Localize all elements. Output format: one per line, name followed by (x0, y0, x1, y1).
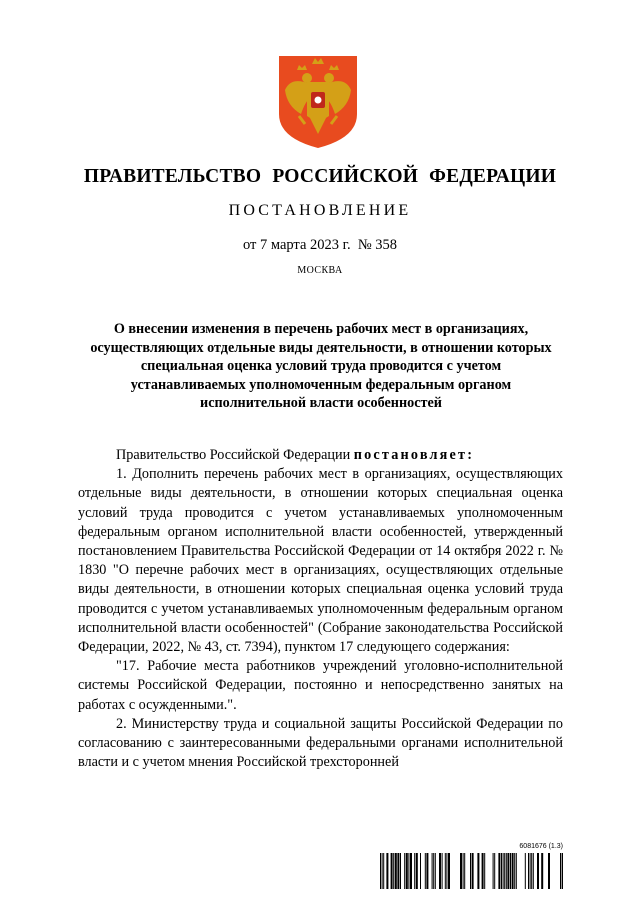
government-name: ПРАВИТЕЛЬСТВО РОССИЙСКОЙ ФЕДЕРАЦИИ (83, 166, 557, 187)
intro-text: Правительство Российской Федерации (116, 447, 354, 463)
paragraph-2: 2. Министерству труда и социальной защиты Российской Федерации по согласованию с заинтересованными федеральными органами исполнительной власти и с учетом мнения Российской трехсторонней (78, 715, 563, 771)
intro-paragraph (78, 446, 563, 465)
barcode-icon (380, 853, 563, 889)
decree-keyword: постановляет: (353, 447, 475, 463)
document-type: ПОСТАНОВЛЕНИЕ (228, 202, 412, 219)
document-body (78, 446, 563, 772)
paragraph-quote: "17. Рабочие места работников учреждений уголовно-исполнительной системы Российской Федерации, постоянно и непосредственно занятых на работах с осужденными.". (78, 658, 563, 713)
document-city: МОСКВА (297, 265, 343, 276)
document-date-number: от 7 марта 2023 г. № 358 (242, 237, 398, 253)
russian-coat-of-arms-icon (277, 54, 359, 150)
barcode-block (380, 843, 563, 893)
paragraph-1: 1. Дополнить перечень рабочих мест в организациях, осуществляющих отдельные виды деятельности, в отношении которых специальная оценка условий труда проводится с учетом устанавливаемых уполномоченным федеральным органом исполнительной власти особенностей, утвержденный постановлением Правительства Российской Федерации от 14 октября 2022 г. № 1830 "О перечне рабочих мест в организациях, осуществляющих отдельные виды деятельности, в отношении которых специальная оценка условий труда проводится с учетом устанавливаемых уполномоченным федеральным органом исполнительной власти особенностей" (Собрание законодательства Российской Федерации, 2022, № 43, ст. 7394), пунктом 17 следующего содержания: (78, 466, 563, 656)
barcode-number: 6081676 (1.3) (519, 843, 563, 850)
document-title: О внесении изменения в перечень рабочих мест в организациях, осуществляющих отдельные виды деятельности, в отношении которых специальная оценка условий труда проводится с учетом устанавливаемых уполномоченным федеральным органом исполнительной власти особенностей (90, 321, 552, 411)
